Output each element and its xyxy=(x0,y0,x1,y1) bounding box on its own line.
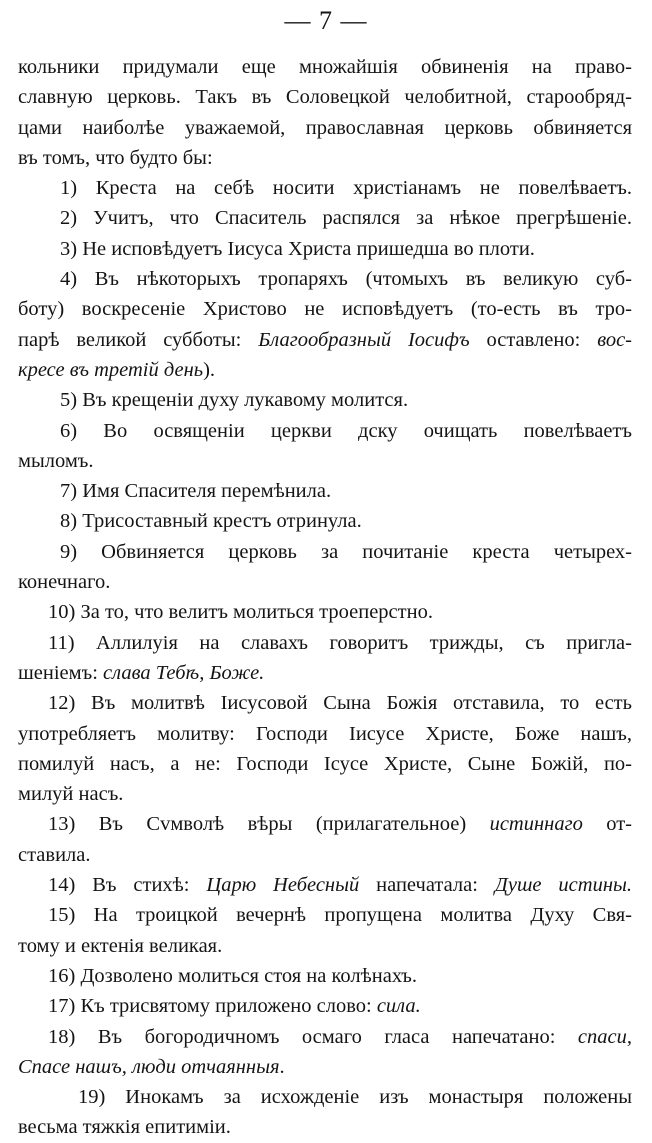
text-line: цами наиболѣе уважаемой, православная церковь обвиняется xyxy=(18,116,632,139)
list-item-8: 8) Трисоставный крестъ отринула. xyxy=(60,510,362,533)
list-item-1: 1) Креста на себѣ носити христіанамъ не повелѣваетъ. xyxy=(60,177,632,200)
list-item-9: 9) Обвиняется церковь за почитаніе креста четырех- xyxy=(60,540,632,563)
text-line xyxy=(18,325,632,355)
page-number: — 7 — xyxy=(284,6,368,35)
text-line: въ томъ, что будто бы: xyxy=(18,146,213,169)
italic-quote: спаси, xyxy=(577,1025,632,1048)
text-line: весьма тяжкія епитиміи. xyxy=(18,1116,231,1139)
list-item-12: 12) Въ молитвѣ Іисусовой Сына Божія отставила, то есть xyxy=(48,692,632,715)
text-line xyxy=(18,1052,632,1082)
italic-quote: Спасе нашъ, люди отчаянныя xyxy=(18,1055,280,1078)
italic-quote: слава Тебѣ, Боже. xyxy=(103,661,265,684)
text-span: от- xyxy=(582,813,632,836)
list-item-2: 2) Учитъ, что Спаситель распялся за нѣкое прегрѣшеніе. xyxy=(60,207,632,230)
text-span: ). xyxy=(203,358,216,381)
list-item-14 xyxy=(18,870,632,900)
text-line: славную церковь. Такъ въ Соловецкой челобитной, старообряд- xyxy=(18,86,632,109)
text-body xyxy=(18,52,632,1143)
list-item-4: 4) Въ нѣкоторыхъ тропаряхъ (чтомыхъ въ великую суб- xyxy=(60,268,632,291)
list-item-13 xyxy=(18,809,632,839)
text-line: милуй насъ. xyxy=(18,783,124,806)
list-item-18 xyxy=(18,1022,632,1052)
text-line: конечнаго. xyxy=(18,571,111,594)
text-line xyxy=(18,355,632,385)
italic-quote: вос- xyxy=(597,328,633,351)
italic-quote: Благообразный Іосифъ xyxy=(258,328,470,351)
list-item-16: 16) Дозволено молиться стоя на колѣнахъ. xyxy=(48,964,418,987)
list-item-11: 11) Аллилуія на славахъ говоритъ трижды, съ пригла- xyxy=(48,631,632,654)
text-line: употребляетъ молитву: Господи Іисусе Христе, Боже нашъ, xyxy=(18,722,632,745)
italic-quote: сила. xyxy=(376,995,421,1018)
list-item-6: 6) Во освященіи церкви дску очищать повелѣваетъ xyxy=(60,419,632,442)
list-item-7: 7) Имя Спасителя перемѣнила. xyxy=(60,480,332,503)
text-span: 17) Къ трисвятому приложено слово: xyxy=(48,995,377,1018)
list-item-10: 10) За то, что велитъ молиться троеперстно. xyxy=(48,601,433,624)
text-span: 14) Въ стихѣ: xyxy=(48,874,207,897)
list-item-17 xyxy=(18,991,632,1021)
text-line: помилуй насъ, а не: Господи Ісусе Христе, Сыне Божій, по- xyxy=(18,752,632,775)
text-span: 13) Въ Сvмволѣ вѣры (прилагательное) xyxy=(48,813,490,836)
text-span: напечатала: xyxy=(359,874,495,897)
text-span: оставлено: xyxy=(469,328,598,351)
list-item-15: 15) На троицкой вечернѣ пропущена молитва Духу Свя- xyxy=(48,904,632,927)
text-line: кольники придумали еще множайшія обвиненія на право- xyxy=(18,56,632,78)
text-line: боту) воскресеніе Христово не исповѣдуетъ (то-есть въ тро- xyxy=(18,298,632,321)
text-line: тому и ектенія великая. xyxy=(18,934,223,957)
italic-quote: кресе въ третій день xyxy=(18,358,204,381)
text-line: ставила. xyxy=(18,843,91,866)
text-span: парѣ великой субботы: xyxy=(18,328,259,351)
italic-quote: Царю Небесный xyxy=(206,874,360,897)
text-line: мыломъ. xyxy=(18,449,94,472)
text-span: 18) Въ богородичномъ осмаго гласа напечатано: xyxy=(48,1025,578,1048)
italic-quote: истиннаго xyxy=(489,813,583,836)
text-span: шеніемъ: xyxy=(18,661,104,684)
text-line xyxy=(18,658,632,688)
list-item-5: 5) Въ крещеніи духу лукавому молится. xyxy=(60,389,409,412)
italic-quote: Душе истины. xyxy=(494,874,632,897)
text-span: . xyxy=(279,1055,285,1078)
list-item-3: 3) Не исповѣдуетъ Іисуса Христа пришедша во плоти. xyxy=(60,237,535,260)
list-item-19: 19) Инокамъ за исхожденіе изъ монастыря положены xyxy=(78,1086,632,1109)
